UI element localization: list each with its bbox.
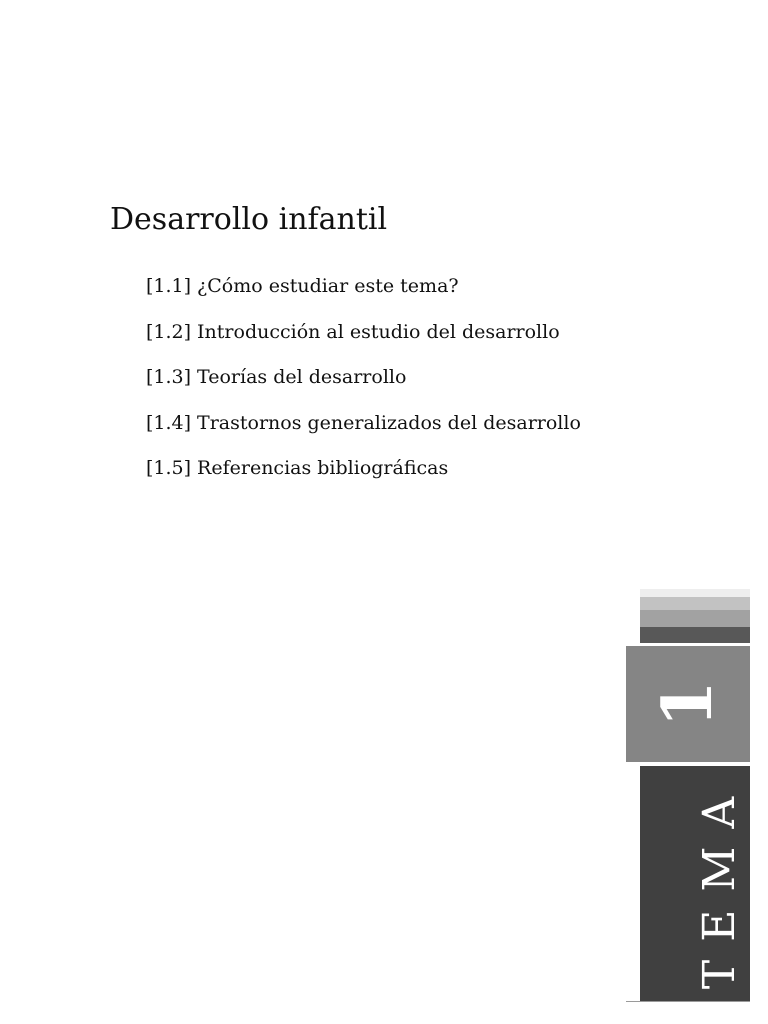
decorative-band xyxy=(640,610,750,627)
toc-item-number: [1.1] xyxy=(146,275,192,297)
decorative-band xyxy=(640,589,750,597)
page-title: Desarrollo infantil xyxy=(110,202,388,237)
toc-item xyxy=(146,318,581,364)
toc-item-number: [1.2] xyxy=(146,320,192,343)
chapter-word-box xyxy=(640,766,750,1001)
toc-item-number: [1.4] xyxy=(146,411,192,434)
toc-item-label: Teorías del desarrollo xyxy=(197,366,407,388)
toc-item xyxy=(146,454,581,500)
toc-item-number: [1.5] xyxy=(146,457,192,479)
divider xyxy=(626,1001,750,1002)
toc-item xyxy=(146,409,581,455)
chapter-number: 1 xyxy=(648,680,728,728)
decorative-band xyxy=(640,627,750,643)
toc-item-number: [1.3] xyxy=(146,366,192,388)
toc-item-label: ¿Cómo estudiar este tema? xyxy=(197,275,459,297)
toc-item xyxy=(146,363,581,409)
toc-item xyxy=(146,272,581,318)
decorative-band xyxy=(640,597,750,610)
toc-item-label: Referencias bibliográficas xyxy=(197,457,449,479)
chapter-number-box xyxy=(626,646,750,762)
table-of-contents xyxy=(146,272,581,500)
chapter-word: TEMA xyxy=(694,778,745,990)
toc-item-label: Introducción al estudio del desarrollo xyxy=(197,320,560,343)
toc-item-label: Trastornos generalizados del desarrollo xyxy=(197,411,581,434)
